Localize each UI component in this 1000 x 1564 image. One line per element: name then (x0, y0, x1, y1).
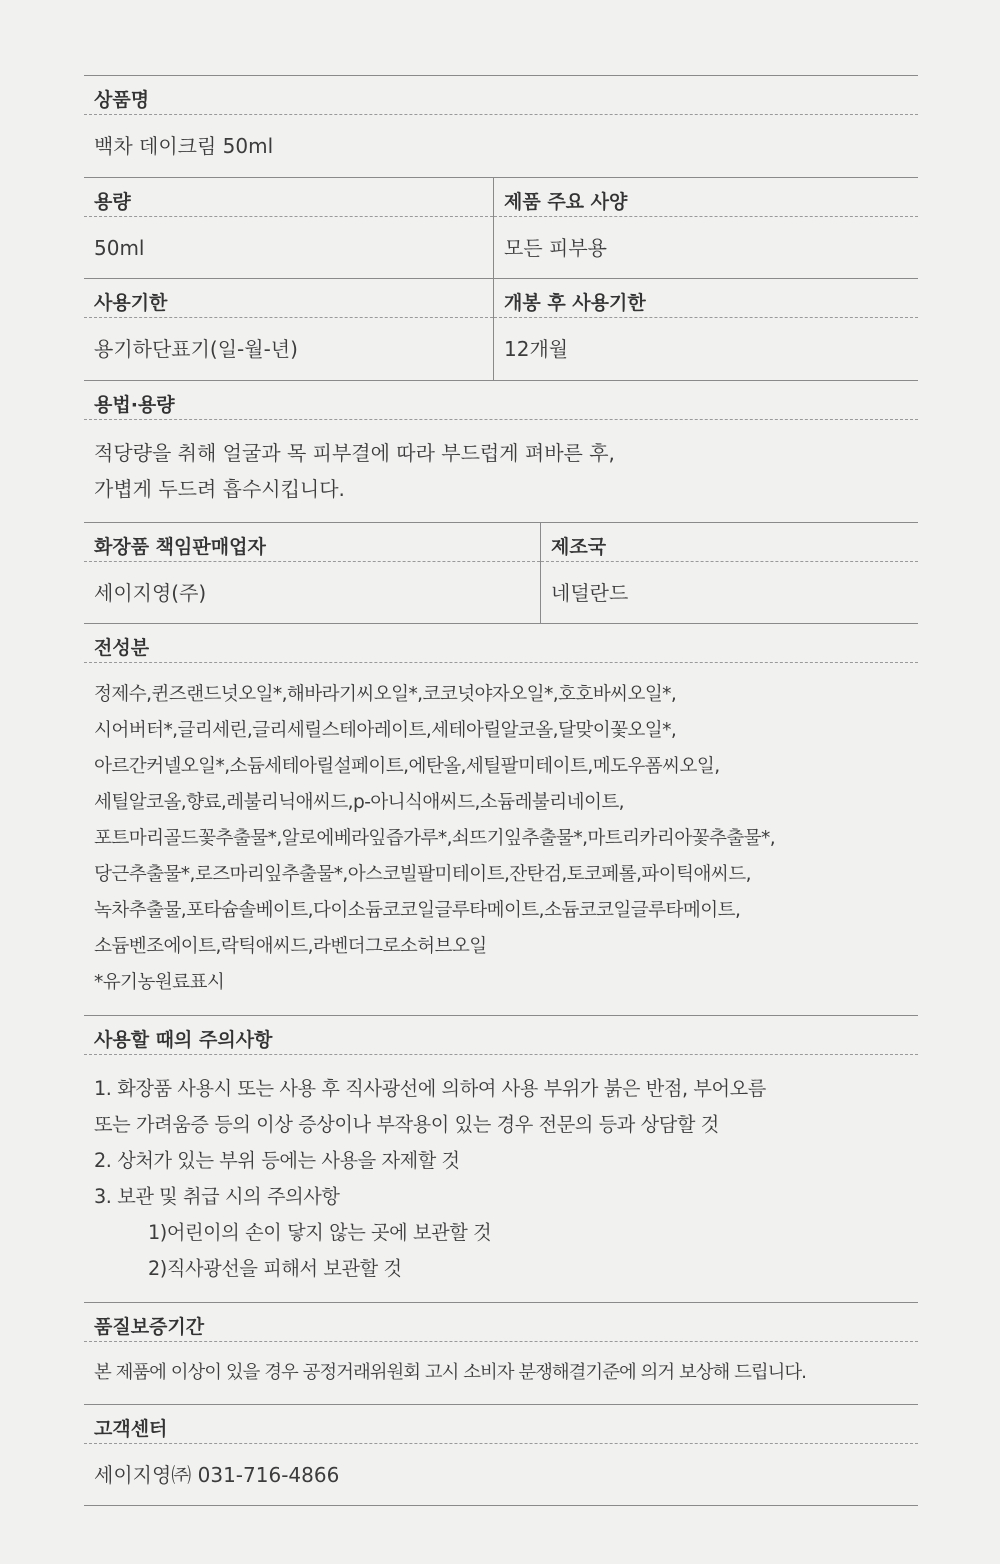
after-open-value: 12개월 (504, 337, 569, 361)
ingredients-label: 전성분 (84, 624, 918, 663)
row-ingredients (84, 623, 918, 1015)
ingredient-line: 시어버터*,글리세린,글리세릴스테아레이트,세테아릴알코올,달맞이꽃오일*, (94, 720, 677, 741)
ingredient-line: 당근추출물*,로즈마리잎추출물*,아스코빌팔미테이트,잔탄검,토코페롤,파이틱애씨드, (94, 864, 751, 885)
row-seller-country (84, 522, 918, 623)
usage-line: 가볍게 두드려 흡수시킵니다. (94, 477, 345, 501)
row-expiry (84, 278, 918, 380)
expiry-value: 용기하단표기(일-월-년) (94, 337, 298, 361)
expiry-label: 사용기한 (84, 279, 493, 318)
row-warranty (84, 1302, 918, 1404)
product-name-value: 백차 데이크림 50ml (94, 134, 274, 158)
caution-sub-line: 2)직사광선을 피해서 보관할 것 (148, 1256, 402, 1280)
warranty-label: 품질보증기간 (84, 1303, 918, 1342)
ingredient-line: 세틸알코올,향료,레불리닉애씨드,p-아니식애씨드,소듐레불리네이트, (94, 792, 624, 813)
after-open-label: 개봉 후 사용기한 (494, 279, 918, 318)
ingredient-line: 아르간커넬오일*,소듐세테아릴설페이트,에탄올,세틸팔미테이트,메도우폼씨오일, (94, 756, 720, 777)
ingredient-line: 포트마리골드꽃추출물*,알로에베라잎즙가루*,쇠뜨기잎추출물*,마트리카리아꽃추출물*, (94, 828, 776, 849)
seller-value: 세이지영(주) (94, 580, 207, 605)
caution-line: 2. 상처가 있는 부위 등에는 사용을 자제할 것 (94, 1148, 460, 1172)
usage-line: 적당량을 취해 얼굴과 목 피부결에 따라 부드럽게 펴바른 후, (94, 441, 615, 465)
country-label: 제조국 (541, 523, 918, 562)
row-usage (84, 380, 918, 522)
customer-center-value: 세이지영㈜ 031-716-4866 (94, 1462, 340, 1487)
caution-sub-line: 1)어린이의 손이 닿지 않는 곳에 보관할 것 (148, 1220, 492, 1244)
capacity-label: 용량 (84, 178, 493, 217)
caution-line: 또는 가려움증 등의 이상 증상이나 부작용이 있는 경우 전문의 등과 상담할 것 (94, 1112, 719, 1136)
organic-note: *유기농원료표시 (94, 972, 225, 993)
row-caution (84, 1015, 918, 1302)
row-product-name (84, 75, 918, 177)
row-capacity-spec (84, 177, 918, 278)
product-info-table (84, 75, 918, 1506)
capacity-value: 50ml (94, 235, 145, 260)
caution-line: 3. 보관 및 취급 시의 주의사항 (94, 1184, 340, 1208)
usage-label: 용법·용량 (84, 381, 918, 420)
customer-center-label: 고객센터 (84, 1405, 918, 1444)
spec-value: 모든 피부용 (504, 235, 607, 260)
ingredient-line: 소듐벤조에이트,락틱애씨드,라벤더그로소허브오일 (94, 936, 487, 957)
product-name-label: 상품명 (84, 76, 918, 115)
spec-label: 제품 주요 사양 (494, 178, 918, 217)
row-customer-center (84, 1404, 918, 1506)
country-value: 네덜란드 (551, 580, 629, 605)
ingredient-line: 정제수,퀸즈랜드넛오일*,해바라기씨오일*,코코넛야자오일*,호호바씨오일*, (94, 684, 677, 705)
caution-line: 1. 화장품 사용시 또는 사용 후 직사광선에 의하여 사용 부위가 붉은 반점, 부어오름 (94, 1076, 766, 1100)
ingredient-line: 녹차추출물,포타슘솔베이트,다이소듐코코일글루타메이트,소듐코코일글루타메이트, (94, 900, 741, 921)
caution-label: 사용할 때의 주의사항 (84, 1016, 918, 1055)
seller-label: 화장품 책임판매업자 (84, 523, 540, 562)
warranty-value: 본 제품에 이상이 있을 경우 공정거래위원회 고시 소비자 분쟁해결기준에 의거 보상해 드립니다. (94, 1362, 806, 1383)
